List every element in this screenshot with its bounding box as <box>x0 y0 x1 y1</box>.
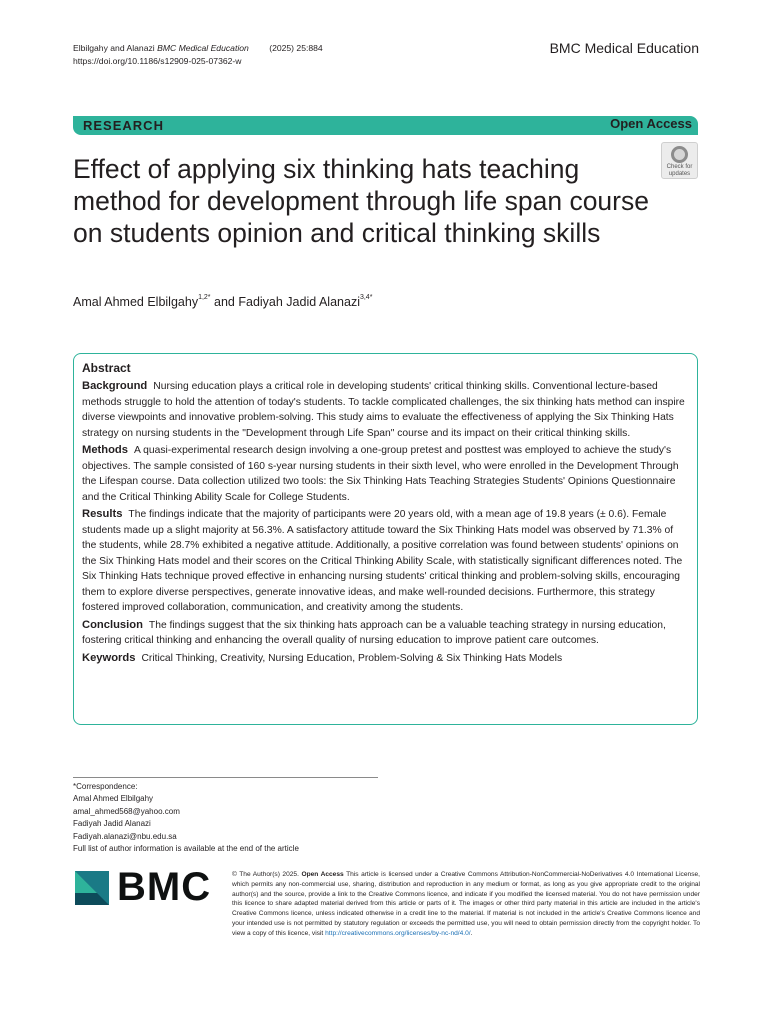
bmc-logo-text: BMC <box>117 865 212 909</box>
header-citation: (2025) 25:884 <box>269 43 323 53</box>
footnote-divider <box>73 777 378 778</box>
conclusion-label: Conclusion <box>82 618 143 631</box>
abstract-heading: Abstract <box>82 361 131 375</box>
author-2-affil: 3,4* <box>359 294 373 301</box>
abstract-keywords <box>82 651 689 667</box>
abstract-box <box>73 353 698 725</box>
correspondence-name-2: Fadiyah Jadid Alanazi <box>73 819 151 829</box>
license-open-access: Open Access <box>301 871 344 878</box>
correspondence-label: *Correspondence: <box>73 782 138 791</box>
license-statement <box>232 870 700 939</box>
author-list <box>73 295 372 309</box>
section-band <box>73 116 698 135</box>
results-text: The findings indicate that the majority of participants were 20 years old, with a mean age of 19.8 years (± 0.6). Female students made up a slight majority at 56.3%. A satisfactory attitude toward the Six Thinking Hats model was observed by 71.3% of the students, while 28.7% exhibited a negative attitude. Additionally, a positive correlation was found between students' opinions on the Six Thinking Hats model and their scores on the Critical Thinking Ability Scale, with statistically significant differences noted. The Six Thinking Hats technique proved effective in enhancing nursing students' critical thinking and problem-solving skills, encouraging them to explore diverse perspectives, generate innovative ideas, and make well-rounded decisions. Furthermore, this strategy fostered improved collaboration, communication, and creativity among the students. <box>82 509 683 613</box>
author-conj: and <box>210 295 239 309</box>
methods-text: A quasi-experimental research design involving a one-group pretest and posttest was employed to achieve the study's objectives. The sample consisted of 160 s-year nursing students in their sixth level, who were enrolled in the Development Through the Lifespan course. Data collection utilized two tools: the Six Thinking Hats Teaching Strategies Students' Opinions Questionnaire and the Critical Thinking Ability Scale for College Students. <box>82 445 679 503</box>
header-doi-link[interactable]: https://doi.org/10.1186/s12909-025-07362-w <box>73 56 242 66</box>
check-updates-line1: Check for <box>666 164 693 170</box>
header-authors: Elbilgahy and Alanazi <box>73 43 155 53</box>
author-2[interactable]: Fadiyah Jadid Alanazi <box>238 295 360 309</box>
correspondence-name-1: Amal Ahmed Elbilgahy <box>73 794 154 804</box>
conclusion-text: The findings suggest that the six thinking hats approach can be a valuable teaching strategy in nursing education, fostering critical thinking and enhancing the overall quality of nursing education to improve patient care outcomes. <box>82 619 666 646</box>
methods-label: Methods <box>82 444 128 456</box>
keywords-label: Keywords <box>82 651 136 664</box>
keywords-text: Critical Thinking, Creativity, Nursing Education, Problem-Solving & Six Thinking Hats Models <box>141 652 563 664</box>
author-1[interactable]: Amal Ahmed Elbilgahy <box>73 295 199 309</box>
bmc-logo-icon <box>75 871 109 905</box>
author-info-note: Full list of author information is available at the end of the article <box>73 844 299 854</box>
license-prefix: © The Author(s) 2025. <box>232 871 299 878</box>
abstract-background <box>82 379 689 441</box>
abstract-methods <box>82 443 689 505</box>
background-label: Background <box>82 380 148 392</box>
article-title: Effect of applying six thinking hats teaching method for development through life span course on students opinion and critical thinking skills <box>73 154 649 248</box>
results-label: Results <box>82 508 123 520</box>
check-updates-line2: updates <box>668 170 691 177</box>
check-for-updates-badge[interactable] <box>661 142 698 179</box>
correspondence-email-2[interactable]: Fadiyah.alanazi@nbu.edu.sa <box>73 831 177 841</box>
license-end: . <box>470 929 473 937</box>
abstract-results <box>82 507 689 616</box>
license-url-link[interactable]: http://creativecommons.org/licenses/by-nc-nd/4.0/ <box>325 929 471 937</box>
check-updates-icon <box>671 146 688 163</box>
background-text: Nursing education plays a critical role in developing students' critical thinking skills. Conventional lecture-based methods struggle to hold the attention of today's students. To tackle complicated challenges, the six thinking hats method can inspire diverse viewpoints and innovative problem-solving. This study aims to evaluate the effectiveness of applying the Six Thinking Hats strategy on nursing students in the "Development through Life Span" course and its impact on their critical thinking skills. <box>82 381 685 439</box>
open-access-label: Open Access <box>610 116 692 131</box>
correspondence-email-1[interactable]: amal_ahmed568@yahoo.com <box>73 806 180 816</box>
section-label: RESEARCH <box>83 118 164 133</box>
author-1-affil: 1,2* <box>198 294 211 301</box>
running-header <box>73 42 323 68</box>
correspondence-block <box>73 781 299 855</box>
license-body: This article is licensed under a Creative Commons Attribution-NonCommercial-NoDerivatives 4.0 International License, which permits any non-commercial use, sharing, distribution and reproduction in any medium or format, as long as you give appropriate credit to the original author(s) and the source, provide a link to the Creative Commons licence, and indicate if you modified the licensed material. You do not have permission under this licence to share adapted material derived from this article or parts of it. The images or other third party material in this article are included in the article's Creative Commons licence, unless indicated otherwise in a credit line to the material. If material is not included in the article's Creative Commons licence and your intended use is not permitted by statutory regulation or exceeds the permitted use, you will need to obtain permission directly from the copyright holder. To view a copy of this licence, visit <box>232 871 700 937</box>
abstract-conclusion <box>82 618 689 649</box>
journal-name: BMC Medical Education <box>549 40 699 56</box>
bmc-logo <box>75 865 215 911</box>
header-journal: BMC Medical Education <box>157 43 249 53</box>
